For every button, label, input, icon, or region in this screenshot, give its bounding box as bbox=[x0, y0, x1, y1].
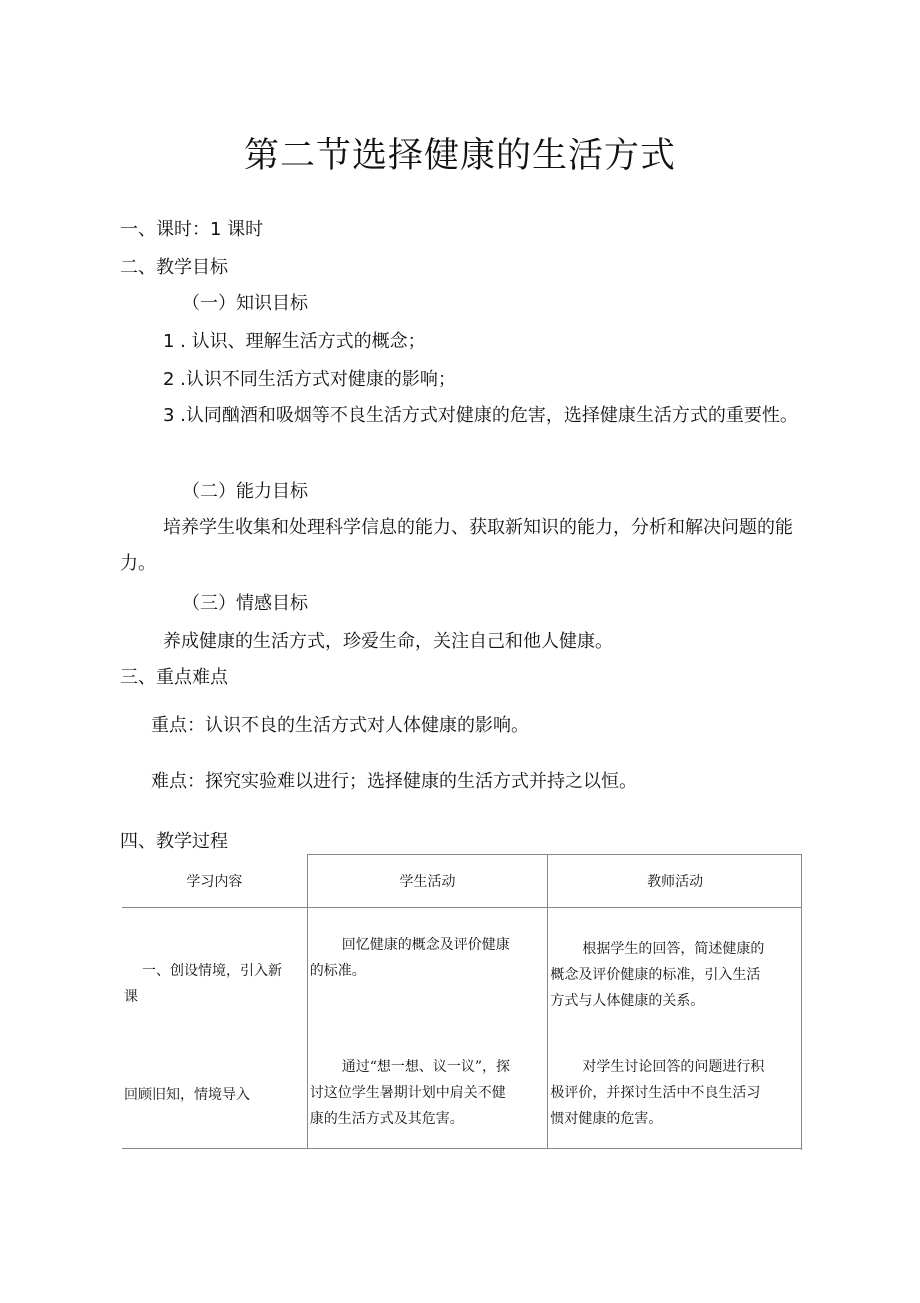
content-line: 一、创设情境，引入新 bbox=[142, 963, 282, 979]
objectives-heading: 二、教学目标 bbox=[120, 257, 228, 278]
student-cell bbox=[307, 908, 548, 1149]
knowledge-item-2: 2 .认识不同生活方式对健康的影响； bbox=[163, 369, 456, 390]
student-line: 康的生活方式及其危害。 bbox=[309, 1111, 464, 1127]
student-line: 回忆健康的概念及评价健康 bbox=[341, 937, 510, 953]
difficult-point: 难点：探究实验难以进行；选择健康的生活方式并持之以恒。 bbox=[151, 771, 637, 792]
keypoints-heading: 三、重点难点 bbox=[120, 667, 228, 688]
teacher-line: 对学生讨论回答的问题进行积 bbox=[582, 1059, 765, 1075]
student-line: 的标准。 bbox=[309, 963, 366, 979]
student-line: 通过“想一想、议一议”，探 bbox=[341, 1059, 511, 1075]
knowledge-item-1: 1 . 认识、理解生活方式的概念； bbox=[163, 331, 426, 352]
table-header-row bbox=[122, 854, 802, 908]
teaching-process-table bbox=[122, 854, 802, 1149]
emotion-text: 养成健康的生活方式，珍爱生命，关注自己和他人健康。 bbox=[163, 631, 613, 652]
process-heading: 四、教学过程 bbox=[120, 831, 228, 852]
key-point: 重点：认识不良的生活方式对人体健康的影响。 bbox=[151, 715, 529, 736]
emotion-heading: （三）情感目标 bbox=[182, 593, 308, 614]
teacher-line: 概念及评价健康的标准，引入生活 bbox=[550, 967, 761, 983]
ability-heading: （二）能力目标 bbox=[182, 481, 308, 502]
content-line: 课 bbox=[124, 989, 138, 1005]
content-cell bbox=[122, 908, 307, 1149]
knowledge-heading: （一）知识目标 bbox=[182, 293, 308, 314]
header-student: 学生活动 bbox=[307, 854, 548, 908]
header-content: 学习内容 bbox=[122, 854, 307, 908]
teacher-line: 惯对健康的危害。 bbox=[550, 1111, 663, 1127]
teacher-line: 极评价，并探讨生活中不良生活习 bbox=[550, 1085, 761, 1101]
teacher-line: 方式与人体健康的关系。 bbox=[550, 993, 705, 1009]
header-teacher: 教师活动 bbox=[548, 854, 802, 908]
teacher-cell bbox=[548, 908, 802, 1149]
table-row bbox=[122, 908, 802, 1149]
period-line: 一、课时：1 课时 bbox=[120, 219, 264, 240]
content-line: 回顾旧知，情境导入 bbox=[124, 1087, 250, 1103]
knowledge-item-3: 3 .认同酗酒和吸烟等不良生活方式对健康的危害，选择健康生活方式的重要性。 bbox=[163, 405, 798, 426]
teacher-line: 根据学生的回答，简述健康的 bbox=[582, 941, 765, 957]
student-line: 讨这位学生暑期计划中肩关不健 bbox=[309, 1085, 506, 1101]
page-title: 第二节选择健康的生活方式 bbox=[243, 136, 676, 176]
ability-text: 培养学生收集和处理科学信息的能力、获取新知识的能力，分析和解决问题的能力。 bbox=[120, 517, 793, 574]
